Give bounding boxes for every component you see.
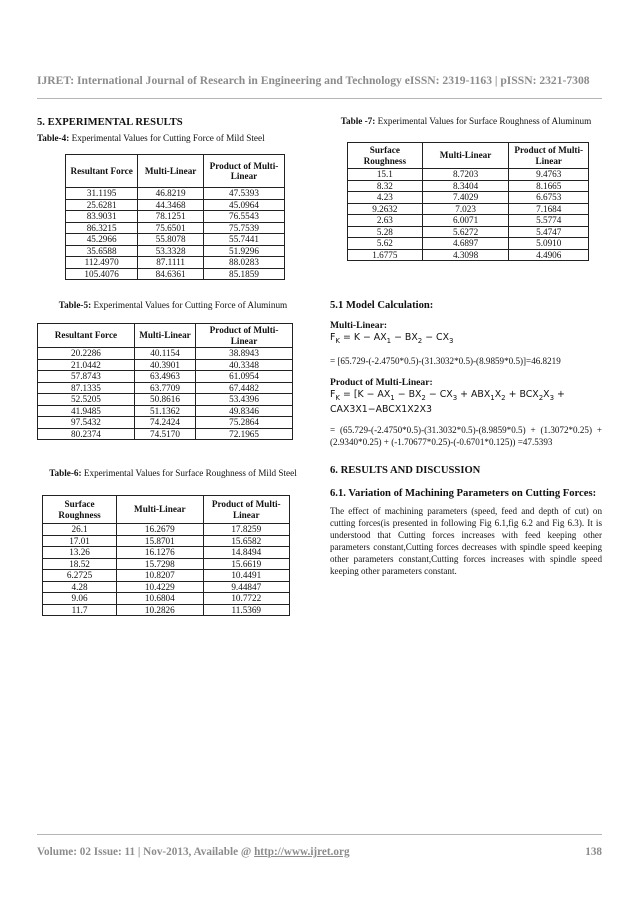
multilinear-heading: Multi-Linear: bbox=[330, 320, 388, 331]
table-cell: 16.2679 bbox=[117, 524, 203, 536]
table7-caption bbox=[330, 116, 602, 127]
table-cell: 5.4747 bbox=[509, 226, 589, 238]
table-cell: 86.3215 bbox=[66, 222, 138, 234]
table6-col-header: Product of Multi-Linear bbox=[203, 496, 289, 524]
table-cell: 45.0964 bbox=[203, 199, 284, 211]
page-number: 138 bbox=[585, 846, 602, 858]
table7-col-header: Multi-Linear bbox=[422, 143, 509, 169]
table-cell: 55.8078 bbox=[138, 234, 204, 246]
table-row bbox=[43, 524, 290, 536]
table-cell: 40.3348 bbox=[196, 359, 293, 371]
table-7 bbox=[347, 142, 589, 261]
table-cell: 35.6588 bbox=[66, 245, 138, 257]
table-cell: 7.1684 bbox=[509, 203, 589, 215]
table-cell: 76.5543 bbox=[203, 211, 284, 223]
section-6-heading: 6. RESULTS AND DISCUSSION bbox=[330, 464, 481, 476]
product-multilinear-calculation: = (65.729-(-2.4750*0.5)-(31.3032*0.5)-(8.9859*0.5) + (1.3072*0.25) + (2.9340*0.25) + (-1.70677*0.25)-(-0.6701*0.125)) =47.5393 bbox=[330, 424, 602, 447]
table-cell: 31.1195 bbox=[66, 188, 138, 200]
table4-col-header: Product of Multi-Linear bbox=[203, 155, 284, 188]
section-5-1-heading: 5.1 Model Calculation: bbox=[330, 300, 434, 311]
table-row bbox=[348, 203, 589, 215]
table5-col-header: Multi-Linear bbox=[134, 324, 195, 348]
table-cell: 5.6272 bbox=[422, 226, 509, 238]
product-multilinear-heading: Product of Multi-Linear: bbox=[330, 376, 433, 388]
table-row bbox=[66, 199, 285, 211]
table-cell: 10.4491 bbox=[203, 570, 289, 582]
table-cell: 9.4763 bbox=[509, 169, 589, 181]
section-6-1-paragraph: The effect of machining parameters (speed, feed and depth of cut) on cutting forces(is presented in following Fig 6.1,fig 6.2 and Fig 6.3). It is understood that Cutting forces increases with feed keeping other parameters constant,Cutting forces decreases with spindle speed keeping other parameters constant,Cutting forces increases with spindle speed keeping other parameters constant. bbox=[330, 505, 602, 576]
journal-header: IJRET: International Journal of Research in Engineering and Technology eISSN: 2319-1163 | pISSN: 2321-7308 bbox=[37, 74, 590, 87]
table-row bbox=[66, 222, 285, 234]
table-cell: 10.2826 bbox=[117, 604, 203, 616]
table-row bbox=[348, 215, 589, 227]
table-cell: 9.06 bbox=[43, 593, 117, 605]
table-cell: 10.8207 bbox=[117, 570, 203, 582]
table-cell: 97.5432 bbox=[38, 417, 135, 429]
table-cell: 6.0071 bbox=[422, 215, 509, 227]
product-multilinear-formula: $F_K = [K - AX_1 - BX_2 - CX_3 + ABX_1X_2 + BCX_2X_3$ + CAX3X1−ABCX1X2X3 bbox=[330, 388, 565, 415]
table-cell: 11.7 bbox=[43, 604, 117, 616]
table-row bbox=[348, 192, 589, 204]
table-row bbox=[66, 211, 285, 223]
table-cell: 8.1665 bbox=[509, 180, 589, 192]
table-row bbox=[43, 581, 290, 593]
header-rule bbox=[37, 98, 602, 99]
table-row bbox=[66, 234, 285, 246]
table-cell: 9.2632 bbox=[348, 203, 423, 215]
table-row bbox=[43, 593, 290, 605]
table7-label: Table -7: bbox=[340, 116, 376, 126]
table-row bbox=[38, 371, 293, 383]
table-cell: 53.4396 bbox=[196, 394, 293, 406]
table-cell: 75.6501 bbox=[138, 222, 204, 234]
table-cell: 67.4482 bbox=[196, 382, 293, 394]
table-cell: 15.1 bbox=[348, 169, 423, 181]
table-cell: 5.62 bbox=[348, 238, 423, 250]
table-cell: 4.6897 bbox=[422, 238, 509, 250]
table-row bbox=[38, 394, 293, 406]
table-row bbox=[38, 405, 293, 417]
right-column bbox=[330, 116, 602, 577]
table-cell: 80.2374 bbox=[38, 428, 135, 440]
table-cell: 44.3468 bbox=[138, 199, 204, 211]
table-cell: 55.7441 bbox=[203, 234, 284, 246]
table5-caption bbox=[37, 300, 309, 311]
footer-rule bbox=[37, 834, 602, 835]
table-row bbox=[38, 359, 293, 371]
table-cell: 11.5369 bbox=[203, 604, 289, 616]
table-cell: 4.3098 bbox=[422, 249, 509, 261]
table-cell: 50.8616 bbox=[134, 394, 195, 406]
table-4 bbox=[65, 154, 285, 280]
table-cell: 84.6361 bbox=[138, 268, 204, 280]
table-cell: 40.3901 bbox=[134, 359, 195, 371]
table-cell: 15.6619 bbox=[203, 558, 289, 570]
table-cell: 63.4963 bbox=[134, 371, 195, 383]
table-cell: 17.8259 bbox=[203, 524, 289, 536]
table-row bbox=[348, 249, 589, 261]
table-cell: 15.7298 bbox=[117, 558, 203, 570]
table-row bbox=[66, 268, 285, 280]
table-row bbox=[43, 535, 290, 547]
table6-label: Table-6: bbox=[49, 468, 82, 478]
table-cell: 9.44847 bbox=[203, 581, 289, 593]
table-row bbox=[38, 417, 293, 429]
table-cell: 74.5170 bbox=[134, 428, 195, 440]
table-cell: 105.4076 bbox=[66, 268, 138, 280]
table-cell: 6.2725 bbox=[43, 570, 117, 582]
table-cell: 49.8346 bbox=[196, 405, 293, 417]
table5-col-header: Product of Multi-Linear bbox=[196, 324, 293, 348]
table-row bbox=[66, 245, 285, 257]
table5-label: Table-5: bbox=[58, 300, 92, 310]
table-row bbox=[66, 257, 285, 269]
table-cell: 15.6582 bbox=[203, 535, 289, 547]
table4-caption-text: Experimental Values for Cutting Force of Mild Steel bbox=[69, 133, 265, 143]
table-cell: 87.1335 bbox=[38, 382, 135, 394]
left-column bbox=[37, 116, 309, 616]
table-cell: 15.8701 bbox=[117, 535, 203, 547]
table6-col-header: Multi-Linear bbox=[117, 496, 203, 524]
footer-link[interactable]: http://www.ijret.org bbox=[254, 846, 350, 858]
table-row bbox=[43, 547, 290, 559]
table-cell: 2.63 bbox=[348, 215, 423, 227]
table7-col-header: Product of Multi-Linear bbox=[509, 143, 589, 169]
table-cell: 8.7203 bbox=[422, 169, 509, 181]
table-cell: 10.4229 bbox=[117, 581, 203, 593]
table-cell: 17.01 bbox=[43, 535, 117, 547]
table-cell: 45.2966 bbox=[66, 234, 138, 246]
table-cell: 51.1362 bbox=[134, 405, 195, 417]
table-cell: 75.2864 bbox=[196, 417, 293, 429]
footer-text: Volume: 02 Issue: 11 | Nov-2013, Available @ bbox=[37, 846, 255, 858]
table-cell: 52.5205 bbox=[38, 394, 135, 406]
table-cell: 78.1251 bbox=[138, 211, 204, 223]
table-row bbox=[348, 180, 589, 192]
table-row bbox=[38, 382, 293, 394]
table4-col-header: Resultant Force bbox=[66, 155, 138, 188]
table6-col-header: Surface Roughness bbox=[43, 496, 117, 524]
multilinear-calculation: = [65.729-(-2.4750*0.5)-(31.3032*0.5)-(8.9859*0.5)]=46.8219 bbox=[330, 355, 561, 366]
table-cell: 5.0910 bbox=[509, 238, 589, 250]
table-cell: 21.0442 bbox=[38, 359, 135, 371]
table4-caption bbox=[37, 133, 309, 144]
table-row bbox=[348, 238, 589, 250]
table6-caption-text: Experimental Values for Surface Roughness of Mild Steel bbox=[81, 468, 297, 478]
table-cell: 38.8943 bbox=[196, 348, 293, 360]
table-cell: 83.9031 bbox=[66, 211, 138, 223]
table-cell: 26.1 bbox=[43, 524, 117, 536]
table-row bbox=[38, 348, 293, 360]
table-cell: 25.6281 bbox=[66, 199, 138, 211]
table-cell: 53.3328 bbox=[138, 245, 204, 257]
table-cell: 75.7539 bbox=[203, 222, 284, 234]
table-cell: 7.4029 bbox=[422, 192, 509, 204]
table-cell: 61.0954 bbox=[196, 371, 293, 383]
table6-caption bbox=[37, 468, 309, 479]
table7-col-header: Surface Roughness bbox=[348, 143, 423, 169]
table-5 bbox=[37, 323, 293, 440]
table-cell: 47.5393 bbox=[203, 188, 284, 200]
table-cell: 87.1111 bbox=[138, 257, 204, 269]
table-cell: 46.8219 bbox=[138, 188, 204, 200]
table-cell: 74.2424 bbox=[134, 417, 195, 429]
table4-label: Table-4: bbox=[37, 133, 70, 143]
table-row bbox=[348, 169, 589, 181]
table-cell: 8.3404 bbox=[422, 180, 509, 192]
table5-caption-text: Experimental Values for Cutting Force of Aluminum bbox=[91, 300, 288, 310]
table-cell: 5.28 bbox=[348, 226, 423, 238]
table-cell: 14.8494 bbox=[203, 547, 289, 559]
table-cell: 85.1859 bbox=[203, 268, 284, 280]
table-cell: 13.26 bbox=[43, 547, 117, 559]
table-row bbox=[66, 188, 285, 200]
table-row bbox=[43, 604, 290, 616]
table-cell: 6.6753 bbox=[509, 192, 589, 204]
multilinear-formula: $F_K = K - AX_1 - BX_2 - CX_3$ bbox=[330, 332, 454, 345]
table7-caption-text: Experimental Values for Surface Roughness of Aluminum bbox=[375, 116, 592, 126]
section-6-1-heading: 6.1. Variation of Machining Parameters on Cutting Forces: bbox=[330, 487, 597, 499]
table-cell: 4.23 bbox=[348, 192, 423, 204]
table-cell: 72.1965 bbox=[196, 428, 293, 440]
section-5-heading: 5. EXPERIMENTAL RESULTS bbox=[37, 117, 183, 128]
table5-col-header: Resultant Force bbox=[38, 324, 135, 348]
table-row bbox=[38, 428, 293, 440]
table-row bbox=[348, 226, 589, 238]
table-cell: 10.7722 bbox=[203, 593, 289, 605]
table-cell: 40.1154 bbox=[134, 348, 195, 360]
table-6 bbox=[42, 495, 290, 616]
table-cell: 18.52 bbox=[43, 558, 117, 570]
table-cell: 16.1276 bbox=[117, 547, 203, 559]
table-cell: 20.2286 bbox=[38, 348, 135, 360]
table-cell: 7.023 bbox=[422, 203, 509, 215]
table-cell: 4.28 bbox=[43, 581, 117, 593]
table-cell: 5.5774 bbox=[509, 215, 589, 227]
table-cell: 10.6804 bbox=[117, 593, 203, 605]
table-row bbox=[43, 570, 290, 582]
table-cell: 1.6775 bbox=[348, 249, 423, 261]
table-cell: 8.32 bbox=[348, 180, 423, 192]
table-cell: 41.9485 bbox=[38, 405, 135, 417]
table-cell: 112.4970 bbox=[66, 257, 138, 269]
page-footer bbox=[37, 846, 602, 858]
table-cell: 51.9296 bbox=[203, 245, 284, 257]
table-row bbox=[43, 558, 290, 570]
table4-col-header: Multi-Linear bbox=[138, 155, 204, 188]
table-cell: 88.0283 bbox=[203, 257, 284, 269]
table-cell: 63.7709 bbox=[134, 382, 195, 394]
table-cell: 4.4906 bbox=[509, 249, 589, 261]
table-cell: 57.8743 bbox=[38, 371, 135, 383]
